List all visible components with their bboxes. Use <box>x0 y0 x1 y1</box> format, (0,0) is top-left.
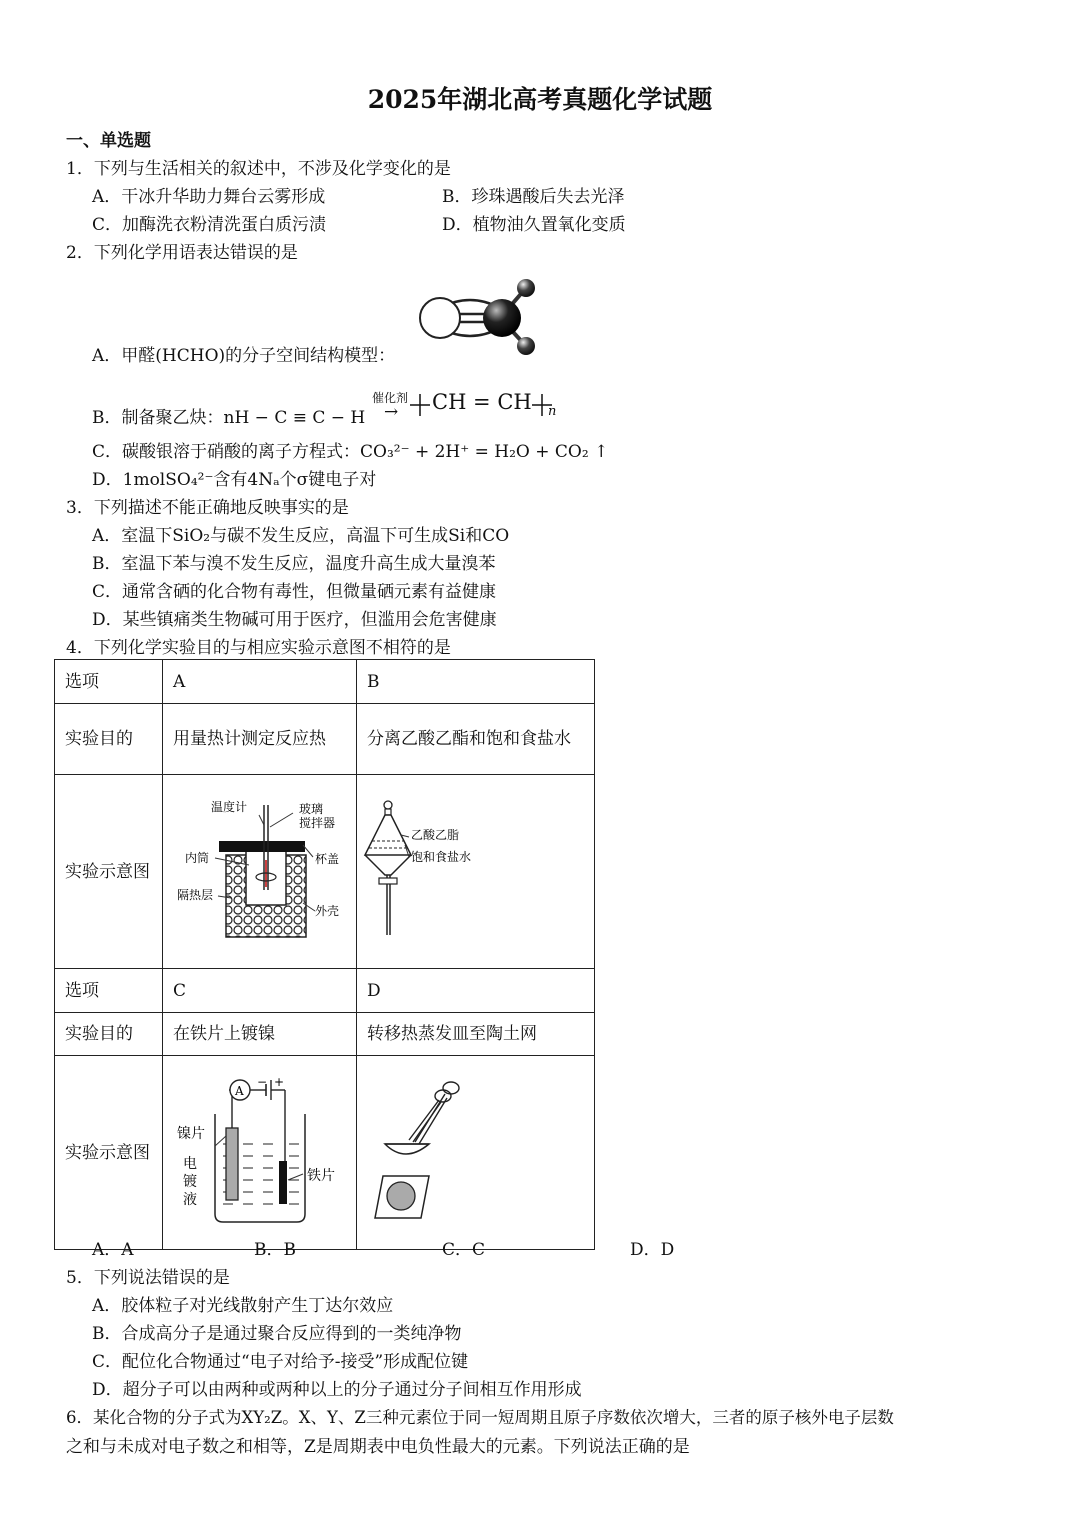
q3-option-b: B．室温下苯与溴不发生反应，温度升高生成大量溴苯 <box>92 554 496 574</box>
label-electrolyte-3: 液 <box>183 1192 197 1208</box>
label-stirrer-2: 搅拌器 <box>299 816 336 830</box>
table-cell-figure-b <box>357 775 595 969</box>
q4-option-d: D．D <box>630 1240 675 1260</box>
table-cell-option-c: C <box>163 969 357 1013</box>
q1-option-b: B．珍珠遇酸后失去光泽 <box>442 187 625 207</box>
q2-reaction-arrow: → <box>384 402 399 422</box>
q2-catalyst-label: 催化剂 <box>372 391 409 405</box>
q1-option-a: A．干冰升华助力舞台云雾形成 <box>92 187 326 207</box>
table-cell-purpose-label: 实验目的 <box>55 704 163 775</box>
q5-option-c: C．配位化合物通过“电子对给予-接受”形成配位键 <box>92 1352 469 1372</box>
q1-stem: 1．下列与生活相关的叙述中，不涉及化学变化的是 <box>66 159 451 179</box>
q6-stem-line-2: 之和与未成对电子数之和相等，Z是周期表中电负性最大的元素。下列说法正确的是 <box>66 1437 690 1457</box>
label-lid: 杯盖 <box>315 852 340 866</box>
label-brine: 饱和食盐水 <box>411 850 472 864</box>
label-thermometer: 温度计 <box>211 800 248 814</box>
table-cell-purpose-a: 用量热计测定反应热 <box>163 704 357 775</box>
q2-option-c: C．碳酸银溶于硝酸的离子方程式：CO₃²⁻ + 2H⁺ = H₂O + CO₂ ↑ <box>92 442 609 462</box>
label-inner-cylinder: 内筒 <box>185 851 210 865</box>
table-cell-purpose-label-2: 实验目的 <box>55 1013 163 1056</box>
label-electrolyte-1: 电 <box>183 1156 197 1172</box>
q2-option-a: A．甲醛(HCHO)的分子空间结构模型： <box>92 346 396 366</box>
q1-option-d: D．植物油久置氧化变质 <box>442 215 626 235</box>
table-cell-purpose-d: 转移热蒸发皿至陶土网 <box>357 1013 595 1056</box>
q4-option-a: A．A <box>92 1240 134 1260</box>
q5-option-d: D．超分子可以由两种或两种以上的分子通过分子间相互作用形成 <box>92 1380 582 1400</box>
table-cell-diagram-label-2: 实验示意图 <box>55 1056 163 1250</box>
q3-option-a: A．室温下SiO₂与碳不发生反应，高温下可生成Si和CO <box>92 526 510 546</box>
calorimeter-diagram <box>163 775 356 959</box>
section-heading: 一、单选题 <box>66 131 151 151</box>
q4-stem: 4．下列化学实验目的与相应实验示意图不相符的是 <box>66 638 451 658</box>
table-cell-diagram-label: 实验示意图 <box>55 775 163 969</box>
q1-option-c: C．加酶洗衣粉清洗蛋白质污渍 <box>92 215 327 235</box>
table-cell-figure-c <box>163 1056 357 1250</box>
table-cell-purpose-c: 在铁片上镀镍 <box>163 1013 357 1056</box>
label-insulation: 隔热层 <box>177 888 214 902</box>
table-cell-figure-a <box>163 775 357 969</box>
label-iron-plate: 铁片 <box>307 1168 335 1184</box>
q2-option-b: B．制备聚乙炔：nH − C ≡ C − H <box>92 408 366 428</box>
q2-polymer-n: n <box>548 404 557 419</box>
table-cell-purpose-b: 分离乙酸乙酯和饱和食盐水 <box>357 704 595 775</box>
table-cell-option-label: 选项 <box>55 660 163 704</box>
separatory-funnel-diagram <box>357 775 594 959</box>
q3-option-c: C．通常含硒的化合物有毒性，但微量硒元素有益健康 <box>92 582 497 602</box>
label-electrolyte-2: 镀 <box>183 1174 197 1190</box>
q4-option-c: C．C <box>442 1240 486 1260</box>
label-ethyl-acetate: 乙酸乙脂 <box>411 828 460 842</box>
table-cell-option-a: A <box>163 660 357 704</box>
q6-stem-line-1: 6．某化合物的分子式为XY₂Z。X、Y、Z三种元素位于同一短周期且原子序数依次增大，三者的原子核外电子层数 <box>66 1408 894 1427</box>
label-stirrer-1: 玻璃 <box>299 802 324 816</box>
q2-polymer-unit: CH = CH <box>432 390 532 414</box>
q5-option-b: B．合成高分子是通过聚合反应得到的一类纯净物 <box>92 1324 462 1344</box>
q3-option-d: D．某些镇痛类生物碱可用于医疗，但滥用会危害健康 <box>92 610 497 630</box>
page-title: 2025年湖北高考真题化学试题 <box>367 85 713 114</box>
electroplating-diagram <box>163 1056 356 1240</box>
q4-experiment-table <box>54 659 595 1250</box>
q5-stem: 5．下列说法错误的是 <box>66 1268 230 1288</box>
label-plus: + <box>274 1075 285 1089</box>
label-minus: − <box>257 1075 268 1089</box>
table-cell-option-b: B <box>357 660 595 704</box>
crucible-tongs-diagram <box>357 1056 594 1240</box>
q5-option-a: A．胶体粒子对光线散射产生丁达尔效应 <box>92 1296 394 1316</box>
q2-stem: 2．下列化学用语表达错误的是 <box>66 243 298 263</box>
label-nickel-plate: 镍片 <box>177 1126 205 1142</box>
table-cell-figure-d <box>357 1056 595 1250</box>
formaldehyde-model-image <box>412 276 552 360</box>
q3-stem: 3．下列描述不能正确地反映事实的是 <box>66 498 349 518</box>
table-cell-option-d: D <box>357 969 595 1013</box>
label-outer-shell: 外壳 <box>315 904 340 918</box>
label-ammeter: A <box>235 1084 244 1098</box>
q4-option-b: B．B <box>254 1240 296 1260</box>
table-cell-option-label-2: 选项 <box>55 969 163 1013</box>
q2-option-d: D．1molSO₄²⁻含有4Nₐ个σ键电子对 <box>92 470 377 490</box>
